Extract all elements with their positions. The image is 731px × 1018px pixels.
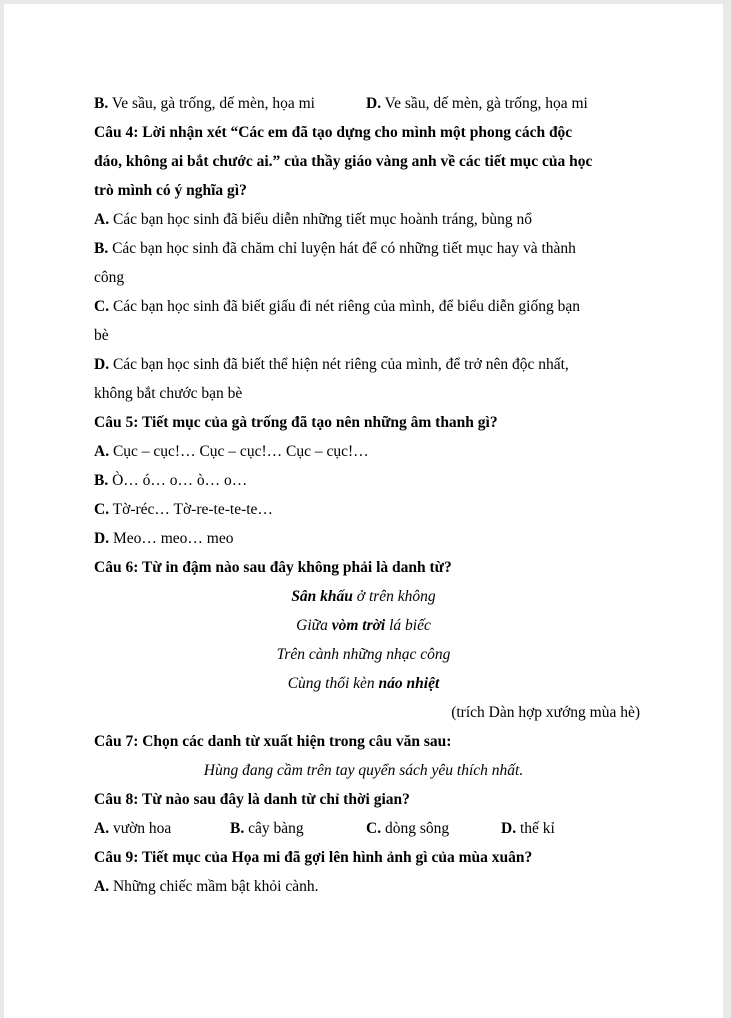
q4-title-line2: đáo, không ai bắt chước ai.” của thầy giáo vàng anh về các tiết mục của học: [94, 153, 593, 170]
q9-option-a: A. Những chiếc mầm bật khỏi cành.: [94, 878, 319, 895]
prev-option-d: D. Ve sầu, dế mèn, gà trống, họa mi: [366, 95, 588, 112]
q4-option-b: B. Các bạn học sinh đã chăm chỉ luyện hát để có những tiết mục hay và thành: [94, 240, 576, 257]
q9-title: Câu 9: Tiết mục của Họa mi đã gợi lên hình ảnh gì của mùa xuân?: [94, 849, 533, 866]
q7-sentence: Hùng đang cầm trên tay quyển sách yêu thích nhất.: [203, 762, 524, 779]
q4-option-b-cont: công: [94, 269, 125, 286]
q4-title-line3: trò mình có ý nghĩa gì?: [94, 182, 247, 199]
q4-option-d: D. Các bạn học sinh đã biết thể hiện nét riêng của mình, để trở nên độc nhất,: [94, 356, 569, 373]
q5-option-b: B. Ò… ó… o… ò… o…: [94, 472, 248, 489]
q5-title: Câu 5: Tiết mục của gà trống đã tạo nên những âm thanh gì?: [94, 414, 498, 431]
q6-source: (trích Dàn hợp xướng mùa hè): [451, 704, 640, 721]
q4-option-a: A. Các bạn học sinh đã biểu diễn những tiết mục hoành tráng, bùng nổ: [94, 211, 533, 228]
prev-option-b: B. Ve sầu, gà trống, dế mèn, họa mi: [94, 95, 315, 112]
q8-option-c: C. dòng sông: [366, 820, 450, 837]
q8-option-b: B. cây bàng: [230, 820, 304, 837]
q4-title-line1: Câu 4: Lời nhận xét “Các em đã tạo dựng cho mình một phong cách độc: [94, 124, 573, 141]
document-page: [4, 4, 723, 1018]
q8-option-a: A. vườn hoa: [94, 820, 172, 837]
q8-title: Câu 8: Từ nào sau đây là danh từ chỉ thời gian?: [94, 791, 410, 808]
q5-option-d: D. Meo… meo… meo: [94, 530, 234, 547]
q7-title: Câu 7: Chọn các danh từ xuất hiện trong câu văn sau:: [94, 733, 452, 750]
q4-option-c: C. Các bạn học sinh đã biết giấu đi nét riêng của mình, để biểu diễn giống bạn: [94, 298, 580, 315]
q4-option-c-cont: bè: [94, 327, 109, 344]
q5-option-c: C. Tờ-réc… Tờ-re-te-te-te…: [94, 501, 273, 518]
q5-option-a: A. Cục – cục!… Cục – cục!… Cục – cục!…: [94, 443, 369, 460]
q6-poem-line2: Giữa vòm trời lá biếc: [296, 617, 431, 634]
q8-option-d: D. thế kỉ: [501, 820, 555, 837]
q6-title: Câu 6: Từ in đậm nào sau đây không phải là danh từ?: [94, 559, 452, 576]
q4-option-d-cont: không bắt chước bạn bè: [94, 385, 243, 402]
q6-poem-line1: Sân khấu ở trên không: [291, 588, 436, 605]
q6-poem-line3: Trên cành những nhạc công: [276, 646, 451, 663]
q6-poem-line4: Cùng thổi kèn náo nhiệt: [287, 675, 440, 692]
